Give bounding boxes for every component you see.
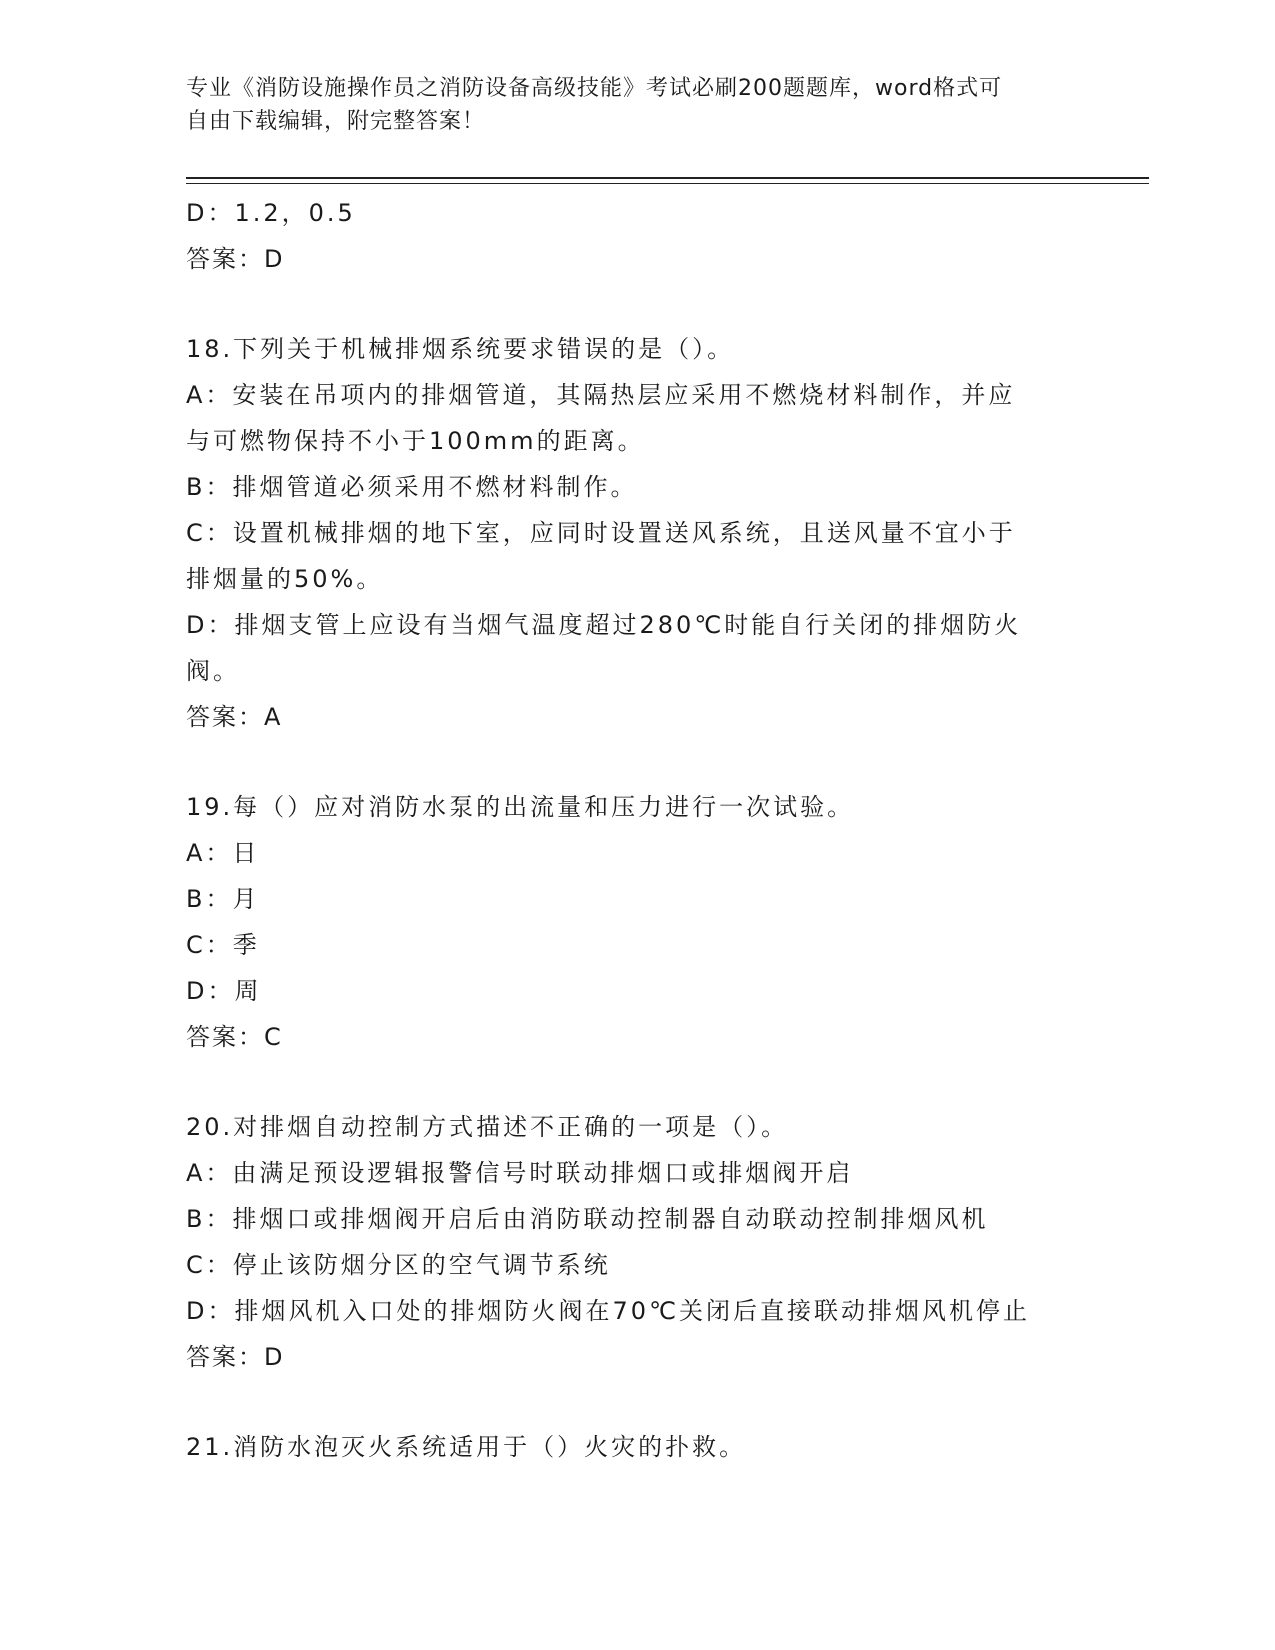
header-divider-thin [186,183,1149,184]
option-d: D：1.2，0.5 [186,199,356,227]
option-a: A：由满足预设逻辑报警信号时联动排烟口或排烟阀开启 [186,1159,854,1187]
document-header [186,72,1086,138]
question-20 [186,1104,1086,1380]
option-d: D：周 [186,977,262,1005]
answer-line: 答案：D [186,245,285,273]
question-text: 21.消防水泡灭火系统适用于（）火灾的扑救。 [186,1433,747,1461]
question-19 [186,784,1086,1060]
header-title-line-2: 自由下载编辑，附完整答案！ [186,109,486,134]
option-a: A：日 [186,839,260,867]
answer-line: 答案：D [186,1343,285,1371]
option-a-line-1: A：安装在吊项内的排烟管道，其隔热层应采用不燃烧材料制作，并应 [186,381,1016,409]
question-21 [186,1424,1086,1470]
option-c-line-2: 排烟量的50%。 [186,565,384,593]
header-title-line-1: 专业《消防设施操作员之消防设备高级技能》考试必刷200题题库，word格式可 [186,76,1003,101]
spacer [186,740,1086,784]
option-b: B：排烟口或排烟阀开启后由消防联动控制器自动联动控制排烟风机 [186,1205,989,1233]
question-text: 18.下列关于机械排烟系统要求错误的是（）。 [186,335,735,363]
option-c-line-1: C：设置机械排烟的地下室，应同时设置送风系统，且送风量不宜小于 [186,519,1016,547]
question-text: 20.对排烟自动控制方式描述不正确的一项是（）。 [186,1113,789,1141]
option-d-line-1: D：排烟支管上应设有当烟气温度超过280℃时能自行关闭的排烟防火 [186,611,1022,639]
header-divider-thick [186,177,1149,179]
option-a-line-2: 与可燃物保持不小于100mm的距离。 [186,427,645,455]
option-b: B：月 [186,885,260,913]
answer-line: 答案：C [186,1023,283,1051]
spacer [186,1060,1086,1104]
option-c: C：停止该防烟分区的空气调节系统 [186,1251,611,1279]
question-text: 19.每（）应对消防水泵的出流量和压力进行一次试验。 [186,793,855,821]
spacer [186,282,1086,326]
question-18 [186,326,1086,740]
option-d-line-2: 阀。 [186,657,240,685]
spacer [186,1380,1086,1424]
answer-line: 答案：A [186,703,283,731]
option-d: D：排烟风机入口处的排烟防火阀在70℃关闭后直接联动排烟风机停止 [186,1297,1030,1325]
option-c: C：季 [186,931,260,959]
option-b: B：排烟管道必须采用不燃材料制作。 [186,473,638,501]
previous-question-tail [186,190,1086,282]
document-body [186,190,1086,1470]
